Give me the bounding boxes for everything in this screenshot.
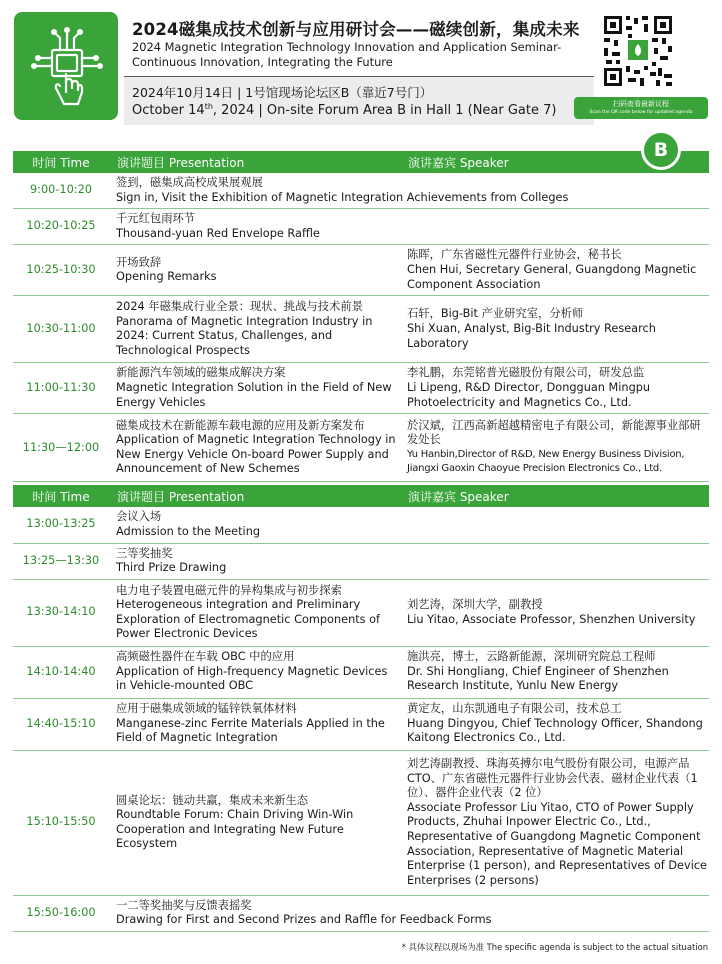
agenda-presentation	[109, 296, 400, 363]
presentation-cn: 圆桌论坛：链动共赢，集成未来新生态	[116, 793, 309, 807]
speaker-en: Dr. Shi Hongliang, Chief Engineer of Shenzhen Research Institute, Yunlu New Energy	[407, 664, 669, 693]
presentation-cn: 一二等奖抽奖与反馈表摇奖	[116, 898, 252, 912]
agenda-time: 11:00-11:30	[13, 363, 109, 414]
agenda-presentation	[109, 245, 400, 296]
agenda-speaker	[400, 750, 709, 895]
logo	[14, 12, 118, 120]
presentation-cn: 千元红包雨环节	[116, 212, 196, 226]
column-header-presentation: 演讲题目 Presentation	[109, 485, 400, 507]
agenda-row	[13, 507, 709, 543]
agenda-presentation	[109, 543, 400, 579]
date-location-en: October 14th, 2024 | On-site Forum Area B in Hall 1 (Near Gate 7)	[132, 102, 557, 118]
presentation-en: Application of Magnetic Integration Technology in New Energy Vehicle On-board Power Supply and Announcement of New Schemes	[116, 433, 396, 476]
presentation-cn: 新能源汽车领域的磁集成解决方案	[116, 366, 286, 380]
agenda-row	[13, 296, 709, 363]
agenda-row	[13, 698, 709, 750]
agenda-presentation	[109, 646, 400, 698]
speaker-cn: 李礼鹏，东莞铭普光磁股份有限公司，研发总监	[407, 366, 645, 380]
agenda-presentation	[109, 579, 400, 646]
agenda-presentation	[109, 209, 400, 245]
agenda-time: 13:30-14:10	[13, 579, 109, 646]
agenda-speaker	[400, 646, 709, 698]
agenda-row	[13, 543, 709, 579]
speaker-en: Shi Xuan, Analyst, Big-Bit Industry Research Laboratory	[407, 322, 656, 350]
agenda-time: 10:30-11:00	[13, 296, 109, 363]
agenda-row	[13, 750, 709, 895]
speaker-en: Associate Professor Liu Yitao, CTO of Power Supply Products, Zhuhai Inpower Electric Co., Ltd., Representative of Guangdong Magnetic Component Association, Representative of Magnetic Material Enterprise (1 person), and Representatives of Device Enterprises (2 persons)	[407, 800, 707, 887]
agenda-time: 14:40-15:10	[13, 698, 109, 750]
presentation-cn: 会议入场	[116, 510, 162, 524]
column-header-time: 时间 Time	[13, 151, 109, 173]
agenda-time: 15:50-16:00	[13, 895, 109, 931]
agenda-time: 15:10-15:50	[13, 750, 109, 895]
presentation-en: Heterogeneous integration and Preliminary Exploration of Electromagnetic Components of Power Electronic Devices	[116, 598, 381, 641]
agenda-time: 13:00-13:25	[13, 507, 109, 543]
presentation-en: Application of High-frequency Magnetic Devices in Vehicle-mounted OBC	[116, 664, 388, 693]
agenda-time: 10:25-10:30	[13, 245, 109, 296]
table-header-row	[13, 485, 709, 507]
speaker-cn: 刘艺涛副教授、珠海英搏尔电气股份有限公司，电源产品 CTO、广东省磁性元器件行业协会代表、磁材企业代表（1 位）、器件企业代表（2 位）	[407, 757, 698, 800]
presentation-en: Third Prize Drawing	[116, 561, 227, 575]
qr-code-icon	[604, 16, 672, 86]
agenda-presentation	[109, 363, 400, 414]
speaker-en: Liu Yitao, Associate Professor, Shenzhen University	[407, 612, 696, 626]
agenda-presentation	[109, 173, 709, 209]
column-header-speaker: 演讲嘉宾 Speaker	[400, 151, 709, 173]
circuit-hand-icon	[14, 12, 118, 120]
title-en: 2024 Magnetic Integration Technology Innovation and Application Seminar-Continuous Innovation, Integrating the Future	[132, 40, 562, 69]
agenda-presentation	[109, 750, 400, 895]
presentation-en: Manganese-zinc Ferrite Materials Applied in the Field of Magnetic Integration	[116, 716, 385, 745]
agenda-presentation	[109, 895, 709, 931]
presentation-en: Admission to the Meeting	[116, 524, 261, 538]
speaker-en: Chen Hui, Secretary General, Guangdong Magnetic Component Association	[407, 263, 697, 291]
qr-code[interactable]	[602, 14, 674, 90]
presentation-cn: 高频磁性器件在车载 OBC 中的应用	[116, 650, 295, 664]
agenda-time: 13:25—13:30	[13, 543, 109, 579]
header	[0, 0, 722, 130]
presentation-en: Drawing for First and Second Prizes and Raffle for Feedback Forms	[116, 913, 492, 927]
agenda-speaker	[400, 507, 709, 543]
presentation-cn: 三等奖抽奖	[116, 546, 173, 560]
presentation-cn: 开场致辞	[116, 255, 162, 269]
presentation-en: Opening Remarks	[116, 270, 217, 284]
agenda-speaker	[400, 543, 709, 579]
date-location-cn: 2024年10月14日 | 1号馆现场论坛区B（靠近7号门）	[132, 85, 433, 100]
agenda-row	[13, 363, 709, 414]
presentation-en: Sign in, Visit the Exhibition of Magnetic Integration Achievements from Colleges	[116, 190, 569, 204]
speaker-cn: 刘艺涛，深圳大学，副教授	[407, 598, 543, 612]
agenda-time: 14:10-14:40	[13, 646, 109, 698]
column-header-presentation: 演讲题目 Presentation	[109, 151, 400, 173]
presentation-cn: 签到，磁集成高校成果展观展	[116, 176, 263, 189]
table-header-row	[13, 151, 709, 173]
agenda-speaker	[400, 209, 709, 245]
footnote: * 具体议程以现场为准 The specific agenda is subject to the actual situation	[401, 942, 708, 952]
agenda-speaker	[400, 698, 709, 750]
column-header-speaker: 演讲嘉宾 Speaker	[400, 485, 709, 507]
agenda-row	[13, 895, 709, 931]
agenda-speaker	[400, 579, 709, 646]
column-header-time: 时间 Time	[13, 485, 109, 507]
agenda-time: 9:00-10:20	[13, 173, 109, 209]
agenda-speaker	[400, 296, 709, 363]
forum-area-badge: B	[641, 130, 681, 170]
presentation-en: Magnetic Integration Solution in the Field of New Energy Vehicles	[116, 381, 392, 409]
agenda-time: 11:30—12:00	[13, 414, 109, 482]
presentation-en: Thousand-yuan Red Envelope Raffle	[116, 226, 320, 240]
speaker-cn: 於汉斌，江西高新超越精密电子有限公司，新能源事业部研发处长	[407, 418, 701, 447]
qr-caption: 扫码查看最新议程 Scan the QR code below for updated agenda	[574, 97, 708, 119]
agenda-presentation	[109, 414, 400, 482]
presentation-cn: 电力电子装置电磁元件的异构集成与初步探索	[116, 583, 342, 597]
speaker-cn: 石轩，Big-Bit 产业研究室，分析师	[407, 307, 584, 321]
agenda-row	[13, 579, 709, 646]
morning-agenda-table	[13, 151, 709, 482]
presentation-cn: 2024 年磁集成行业全景：现状、挑战与技术前景	[116, 300, 363, 314]
speaker-cn: 黄定友，山东凯通电子有限公司，技术总工	[407, 702, 622, 716]
speaker-cn: 施洪亮，博士，云路新能源，深圳研究院总工程师	[407, 650, 656, 664]
agenda-row	[13, 173, 709, 209]
agenda-presentation	[109, 698, 400, 750]
agenda-time: 10:20-10:25	[13, 209, 109, 245]
presentation-cn: 磁集成技术在新能源车载电源的应用及新方案发布	[116, 418, 365, 432]
agenda-speaker	[400, 363, 709, 414]
agenda-speaker	[400, 245, 709, 296]
afternoon-agenda-table	[13, 485, 709, 932]
speaker-en: Li Lipeng, R&D Director, Dongguan Mingpu Photoelectricity and Magnetics Co., Ltd.	[407, 381, 651, 409]
presentation-en: Roundtable Forum: Chain Driving Win-Win Cooperation and Integrating New Future Ecosystem	[116, 808, 354, 851]
speaker-en: Yu Hanbin,Director of R&D, New Energy Business Division, Jiangxi Gaoxin Chaoyue Precision Electronics Co., Ltd.	[407, 448, 685, 475]
agenda-row	[13, 209, 709, 245]
speaker-cn: 陈晖，广东省磁性元器件行业协会，秘书长	[407, 248, 622, 262]
agenda-presentation	[109, 507, 400, 543]
agenda-speaker	[400, 414, 709, 482]
agenda-row	[13, 646, 709, 698]
title-cn: 2024磁集成技术创新与应用研讨会——磁续创新，集成未来	[132, 20, 580, 39]
agenda-row	[13, 245, 709, 296]
presentation-cn: 应用于磁集成领域的锰锌铁氧体材料	[116, 702, 297, 716]
agenda-row	[13, 414, 709, 482]
presentation-en: Panorama of Magnetic Integration Industry in 2024: Current Status, Challenges, and Technological Prospects	[116, 314, 373, 357]
speaker-en: Huang Dingyou, Chief Technology Officer, Shandong Kaitong Electronics Co., Ltd.	[407, 716, 703, 745]
